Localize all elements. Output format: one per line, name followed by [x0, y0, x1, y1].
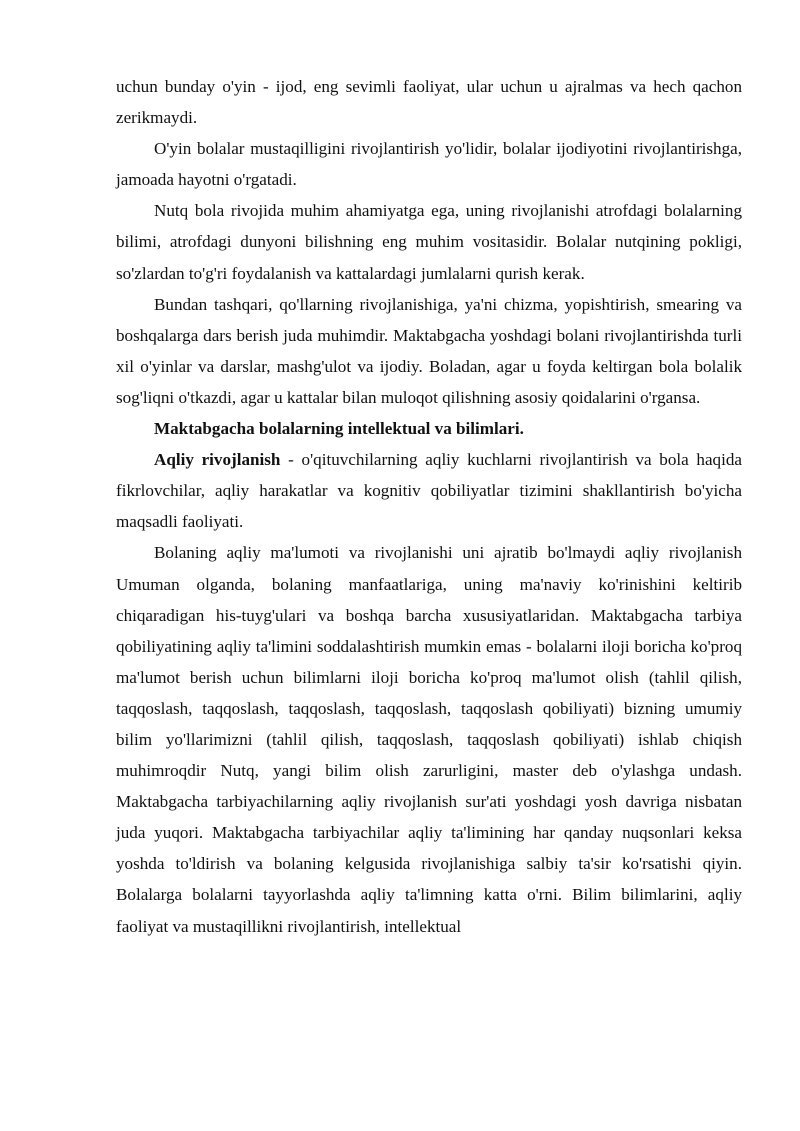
- paragraph-play-independence: O'yin bolalar mustaqilligini rivojlantirish yo'lidir, bolalar ijodiyotini rivojlantirishga, jamoada hayotni o'rgatadi.: [116, 139, 742, 190]
- paragraph-continuation: uchun bunday o'yin - ijod, eng sevimli faoliyat, ular uchun u ajralmas va hech qachon zerikmaydi.: [116, 77, 742, 128]
- section-heading: Maktabgacha bolalarning intellektual va bilimlari.: [154, 419, 524, 439]
- document-body: [116, 71, 742, 942]
- defined-term: Aqliy rivojlanish: [154, 450, 281, 470]
- paragraph-hand-development: Bundan tashqari, qo'llarning rivojlanishiga, ya'ni chizma, yopishtirish, smearing va boshqalarga dars berish juda muhimdir. Maktabgacha yoshdagi bolani rivojlantirishda turli xil o'yinlar va darslar, mashg'ulot va ijodiy. Boladan, agar u foyda keltirgan bola bolalik sog'liqni o'tkazdi, agar u kattalar bilan muloqot qilishning asosiy qoidalarini o'rgansa.: [116, 294, 742, 407]
- definition-text: - o'qituvchilarning aqliy kuchlarni rivojlantirish va bola haqida fikrlovchilar, aqliy harakatlar va kognitiv qobiliyatlar tizimini shakllantirish bo'yicha maqsadli faoliyati.: [116, 450, 742, 532]
- paragraph-mental-education: Bolaning aqliy ma'lumoti va rivojlanishi uni ajratib bo'lmaydi aqliy rivojlanish Umuman olganda, bolaning manfaatlariga, uning ma'naviy ko'rinishini keltirib chiqaradigan his-tuyg'ulari va boshqa barcha xususiyatlaridan. Maktabgacha tarbiya qobiliyatining aqliy ta'limini soddalashtirish mumkin emas - bolalarni iloji boricha ko'proq ma'lumot berish uchun bilimlarni iloji boricha ko'proq ma'lumot olish (tahlil qilish, taqqoslash, taqqoslash, taqqoslash, taqqoslash, taqqoslash qobiliyati) bizning umumiy bilim yo'llarimizni (tahlil qilish, taqqoslash, taqqoslash qobiliyati) ishlab chiqish muhimroqdir Nutq, yangi bilim olish zarurligini, master deb o'ylashga undash. Maktabgacha tarbiyachilarning aqliy rivojlanish sur'ati yoshdagi yosh davriga nisbatan juda yuqori. Maktabgacha tarbiyachilar aqliy ta'limining har qanday nuqsonlari keksa yoshda to'ldirish va bolaning kelgusida rivojlanishiga salbiy ta'sir ko'rsatishi qiyin. Bolalarga bolalarni tayyorlashda aqliy ta'limning katta o'rni. Bilim bilimlarini, aqliy faoliyat va mustaqillikni rivojlantirish, intellektual: [116, 543, 742, 936]
- paragraph-mental-development-definition: [116, 444, 742, 537]
- paragraph-speech-development: Nutq bola rivojida muhim ahamiyatga ega, uning rivojlanishi atrofdagi bolalarning bilimi, atrofdagi dunyoni bilishning eng muhim vositasidir. Bolalar nutqining pokligi, so'zlardan to'g'ri foydalanish va kattalardagi jumlalarni qurish kerak.: [116, 201, 742, 283]
